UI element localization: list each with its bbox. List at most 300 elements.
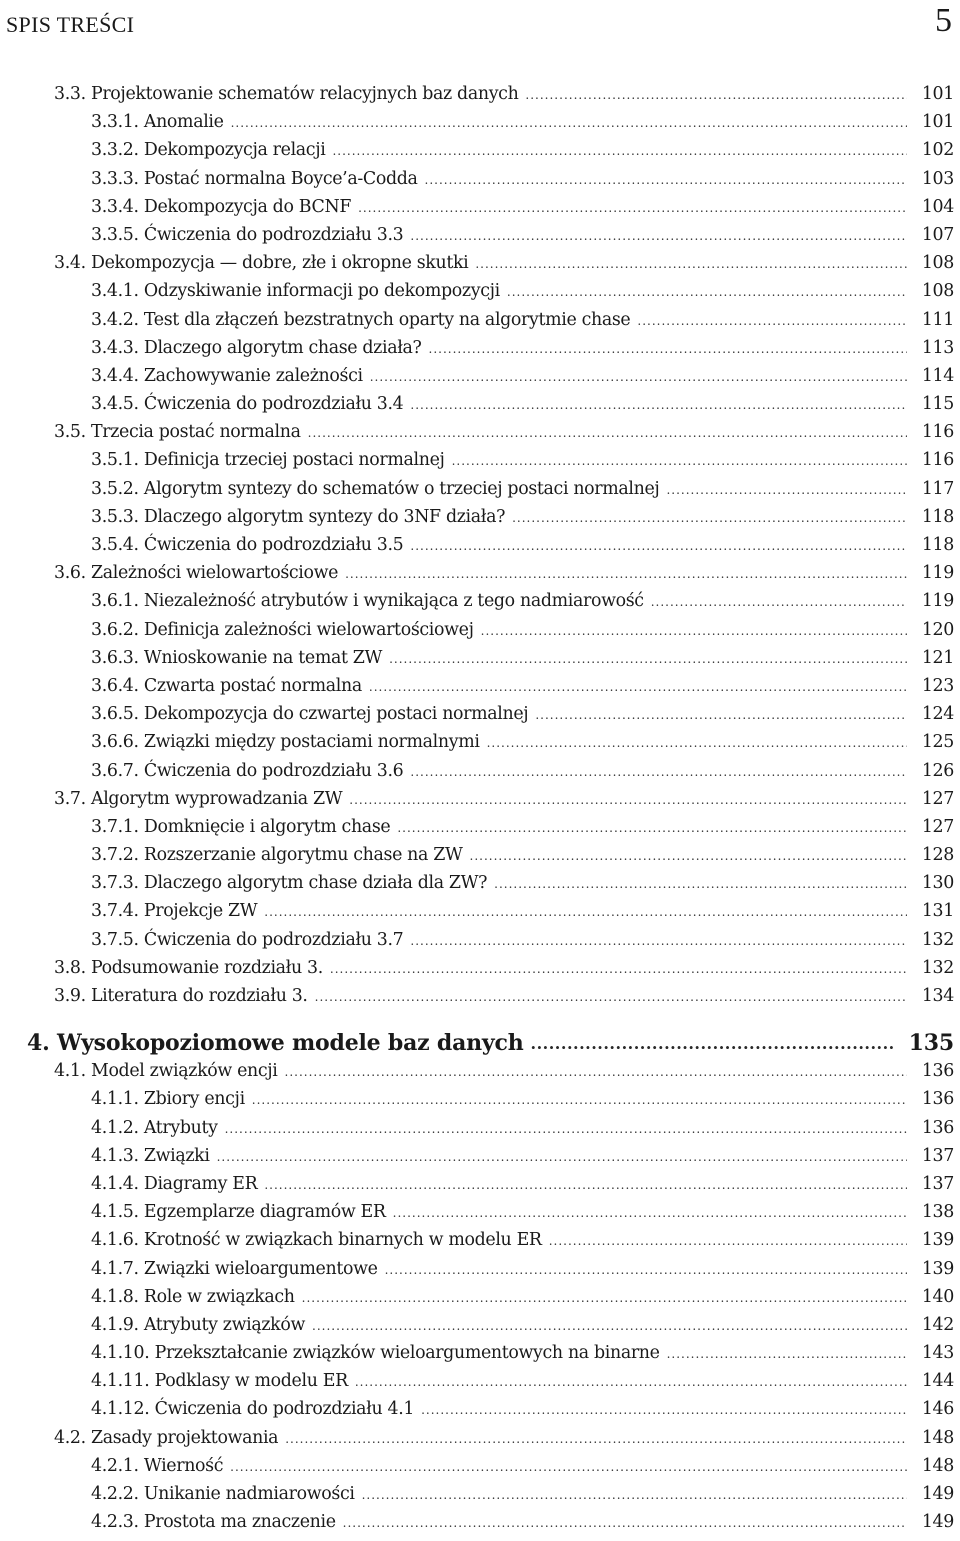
dot-leader bbox=[389, 652, 907, 666]
toc-entry[interactable] bbox=[0, 140, 960, 168]
toc-entry-page: 136 bbox=[921, 1061, 954, 1082]
toc-entry-page: 148 bbox=[921, 1455, 954, 1476]
toc-entry-number: 4.1.8. bbox=[91, 1286, 139, 1307]
toc-entry-page: 132 bbox=[921, 929, 954, 950]
dot-leader bbox=[355, 1375, 907, 1389]
toc-entry-heading bbox=[91, 140, 325, 160]
toc-entry[interactable] bbox=[0, 648, 960, 676]
toc-entry[interactable] bbox=[0, 1371, 960, 1399]
page-number: 5 bbox=[935, 2, 952, 39]
dot-leader bbox=[397, 821, 907, 835]
toc-entry-title: Związki bbox=[143, 1145, 210, 1166]
toc-entry-page: 108 bbox=[921, 281, 954, 302]
toc-entry-page: 140 bbox=[921, 1286, 954, 1307]
toc-entry-heading bbox=[91, 732, 480, 752]
toc-entry[interactable] bbox=[0, 197, 960, 225]
toc-entry-number: 4.1. bbox=[54, 1061, 86, 1082]
toc-entry[interactable] bbox=[0, 1089, 960, 1117]
toc-entry-number: 3.3.3. bbox=[91, 168, 139, 189]
toc-entry[interactable] bbox=[0, 1315, 960, 1343]
toc-entry[interactable] bbox=[0, 169, 960, 197]
toc-entry-number: 4.1.10. bbox=[91, 1343, 150, 1364]
toc-entry-title: Domknięcie i algorytm chase bbox=[143, 816, 391, 837]
toc-entry-heading bbox=[54, 789, 342, 809]
toc-entry-number: 3.4.4. bbox=[91, 365, 139, 386]
toc-entry-title: Czwarta postać normalna bbox=[143, 675, 362, 696]
dot-leader bbox=[666, 483, 907, 497]
toc-entry-title: Odzyskiwanie informacji po dekompozycji bbox=[143, 281, 500, 302]
toc-entry-number: 4.2. bbox=[54, 1427, 86, 1448]
toc-entry-heading bbox=[54, 422, 301, 442]
dot-leader bbox=[285, 1065, 907, 1079]
toc-entry-number: 3.7.3. bbox=[91, 873, 139, 894]
toc-entry-heading bbox=[91, 394, 403, 414]
toc-entry-title: Ćwiczenia do podrozdziału 3.7 bbox=[143, 929, 404, 950]
dot-leader bbox=[429, 342, 907, 356]
toc-entry-number: 4.1.12. bbox=[91, 1399, 150, 1420]
toc-entry-title: Zależności wielowartościowe bbox=[90, 563, 339, 584]
toc-entry-heading bbox=[91, 1089, 245, 1109]
dot-leader bbox=[410, 539, 907, 553]
toc-entry-number: 3.3.2. bbox=[91, 140, 139, 161]
dot-leader bbox=[549, 1234, 907, 1248]
toc-entry-number: 3.7.2. bbox=[91, 845, 139, 866]
toc-entry-page: 132 bbox=[921, 957, 954, 978]
toc-entry[interactable] bbox=[0, 1399, 960, 1427]
toc-entry-title: Postać normalna Boyce’a-Codda bbox=[143, 168, 418, 189]
toc-entry[interactable] bbox=[0, 450, 960, 478]
toc-entry-title: Model związków encji bbox=[90, 1061, 278, 1082]
toc-entry-title: Algorytm syntezy do schematów o trzeciej postaci normalnej bbox=[143, 478, 660, 499]
dot-leader bbox=[393, 1206, 907, 1220]
toc-entry-heading bbox=[91, 479, 659, 499]
toc-entry-heading bbox=[54, 253, 468, 273]
toc-entry-number: 3.4. bbox=[54, 253, 86, 274]
toc-entry[interactable] bbox=[0, 704, 960, 732]
dot-leader bbox=[410, 229, 907, 243]
toc-entry-heading bbox=[91, 676, 362, 696]
toc-entry-heading bbox=[91, 591, 644, 611]
toc-entry-number: 4.1.7. bbox=[91, 1258, 139, 1279]
page-header bbox=[0, 0, 960, 48]
toc-entry-heading bbox=[91, 507, 505, 527]
dot-leader bbox=[410, 398, 907, 412]
dot-leader bbox=[370, 370, 907, 384]
dot-leader bbox=[264, 1178, 907, 1192]
toc-entry-number: 3.5. bbox=[54, 422, 86, 443]
dot-leader bbox=[452, 454, 907, 468]
toc-entry-title: Definicja trzeciej postaci normalnej bbox=[143, 450, 445, 471]
toc-entry-page: 137 bbox=[921, 1173, 954, 1194]
toc-entry-number: 4.1.6. bbox=[91, 1230, 139, 1251]
dot-leader bbox=[315, 990, 907, 1004]
toc-entry-title: Krotność w związkach binarnych w modelu ER bbox=[143, 1230, 542, 1251]
toc-entry-title: Atrybuty bbox=[143, 1117, 218, 1138]
toc-entry-number: 3.6.3. bbox=[91, 647, 139, 668]
toc-entry-number: 3.3.1. bbox=[91, 112, 139, 133]
toc-entry-page: 128 bbox=[921, 845, 954, 866]
toc-entry[interactable] bbox=[0, 1484, 960, 1512]
toc-entry-page: 116 bbox=[921, 450, 954, 471]
toc-entry-number: 3.6.1. bbox=[91, 591, 139, 612]
toc-entry-title: Związki wieloargumentowe bbox=[143, 1258, 378, 1279]
toc-entry-number: 3.4.2. bbox=[91, 309, 139, 330]
toc-entry[interactable] bbox=[0, 1428, 960, 1456]
toc-entry-title: Zachowywanie zależności bbox=[143, 365, 363, 386]
dot-leader bbox=[312, 1319, 907, 1333]
toc-entry-page: 125 bbox=[921, 732, 954, 753]
toc-entry-title: Definicja zależności wielowartościowej bbox=[143, 619, 474, 640]
toc-entry-heading bbox=[54, 986, 308, 1006]
toc-entry-page: 149 bbox=[921, 1512, 954, 1533]
toc-entry-title: Egzemplarze diagramów ER bbox=[143, 1202, 386, 1223]
dot-leader bbox=[410, 765, 907, 779]
toc-entry-heading bbox=[91, 1399, 414, 1419]
toc-entry-page: 127 bbox=[921, 816, 954, 837]
toc-entry-heading bbox=[91, 1371, 348, 1391]
toc-entry-heading bbox=[54, 84, 518, 104]
toc-entry-number: 3.4.1. bbox=[91, 281, 139, 302]
toc-entry[interactable] bbox=[0, 732, 960, 760]
toc-entry-number: 3.3.5. bbox=[91, 224, 139, 245]
toc-entry-title: Ćwiczenia do podrozdziału 3.3 bbox=[143, 224, 404, 245]
toc-entry[interactable] bbox=[0, 84, 960, 112]
toc-entry-page: 111 bbox=[921, 309, 954, 330]
toc-entry-page: 124 bbox=[921, 704, 954, 725]
toc-entry[interactable] bbox=[0, 507, 960, 535]
toc-entry-title: Wierność bbox=[143, 1455, 224, 1476]
dot-leader bbox=[535, 708, 907, 722]
toc-entry[interactable] bbox=[0, 1512, 960, 1540]
toc-entry-page: 101 bbox=[921, 112, 954, 133]
dot-leader bbox=[230, 1460, 907, 1474]
toc-entry-title: Test dla złączeń bezstratnych oparty na algorytmie chase bbox=[143, 309, 631, 330]
dot-leader bbox=[385, 1263, 907, 1277]
toc-entry[interactable] bbox=[0, 310, 960, 338]
toc-entry-title: Unikanie nadmiarowości bbox=[143, 1484, 355, 1504]
toc-entry-page: 115 bbox=[921, 394, 954, 415]
toc-entry-heading bbox=[91, 450, 445, 470]
dot-leader bbox=[349, 793, 907, 807]
running-title: SPIS TREŚCI bbox=[6, 12, 135, 37]
toc-entry-heading bbox=[54, 1061, 278, 1081]
toc-entry-page: 143 bbox=[921, 1343, 954, 1364]
dot-leader bbox=[332, 144, 907, 158]
toc-entry-heading bbox=[91, 1118, 218, 1138]
dot-leader bbox=[470, 849, 908, 863]
toc-entry-number: 4.1.3. bbox=[91, 1145, 139, 1166]
toc-entry-page: 119 bbox=[921, 591, 954, 612]
toc-entry-title: Dekompozycja relacji bbox=[143, 140, 326, 161]
toc-entry-heading bbox=[91, 648, 382, 668]
toc-entry-number: 3.8. bbox=[54, 957, 86, 978]
toc-entry[interactable] bbox=[0, 1287, 960, 1315]
toc-entry-title: Ćwiczenia do podrozdziału 3.6 bbox=[143, 760, 404, 781]
toc-entry-page: 138 bbox=[921, 1202, 954, 1223]
toc-entry-number: 3.6.6. bbox=[91, 732, 139, 753]
toc-entry[interactable] bbox=[0, 338, 960, 366]
toc-entry-page: 108 bbox=[921, 253, 954, 274]
toc-entry-page: 131 bbox=[921, 901, 954, 922]
toc-entry[interactable] bbox=[0, 281, 960, 309]
toc-entry-page: 135 bbox=[908, 1030, 954, 1057]
toc-entry-number: 3.3.4. bbox=[91, 196, 139, 217]
toc-entry-title: Role w związkach bbox=[143, 1286, 295, 1307]
toc-entry[interactable] bbox=[0, 1202, 960, 1230]
toc-entry-title: Trzecia postać normalna bbox=[90, 422, 301, 443]
toc-entry[interactable] bbox=[0, 253, 960, 281]
toc-entry-number: 4.1.4. bbox=[91, 1173, 139, 1194]
toc-entry-title: Podsumowanie rozdziału 3. bbox=[90, 957, 323, 978]
toc-entry-title: Dekompozycja do BCNF bbox=[143, 196, 352, 217]
toc-entry-title: Literatura do rozdziału 3. bbox=[90, 986, 308, 1006]
toc-entry-heading bbox=[91, 1484, 355, 1504]
toc-entry-page: 118 bbox=[921, 506, 954, 527]
toc-entry-page: 120 bbox=[921, 619, 954, 640]
toc-entry-number: 3.5.2. bbox=[91, 478, 139, 499]
dot-leader bbox=[225, 1122, 907, 1136]
toc-entry-number: 3.7.4. bbox=[91, 901, 139, 922]
dot-leader bbox=[494, 877, 907, 891]
toc-entry-page: 118 bbox=[921, 535, 954, 555]
toc-entry-title: Ćwiczenia do podrozdziału 4.1 bbox=[154, 1399, 415, 1420]
toc-entry-heading bbox=[91, 535, 403, 555]
toc-entry-title: Wnioskowanie na temat ZW bbox=[143, 647, 383, 668]
toc-entry-title: Atrybuty związków bbox=[143, 1314, 306, 1335]
toc-entry-number: 3.6.5. bbox=[91, 704, 139, 725]
toc-entry-title: Dekompozycja do czwartej postaci normalnej bbox=[143, 704, 529, 725]
toc-entry-number: 3.7.1. bbox=[91, 816, 139, 837]
toc-entry-heading bbox=[91, 338, 422, 358]
toc-entry[interactable] bbox=[0, 394, 960, 422]
toc-entry[interactable] bbox=[0, 761, 960, 789]
toc-entry-heading bbox=[91, 112, 224, 132]
toc-entry-heading bbox=[91, 1287, 295, 1307]
toc-entry-title: Diagramy ER bbox=[143, 1173, 258, 1194]
toc-entry[interactable] bbox=[0, 591, 960, 619]
toc-entry-page: 114 bbox=[921, 365, 954, 386]
toc-entry-heading bbox=[54, 563, 338, 583]
dot-leader bbox=[369, 680, 907, 694]
table-of-contents bbox=[0, 84, 960, 1540]
toc-entry-number: 4.1.9. bbox=[91, 1314, 139, 1335]
toc-entry-title: Zasady projektowania bbox=[90, 1427, 279, 1448]
toc-entry[interactable] bbox=[0, 1061, 960, 1089]
toc-entry-number: 4.2.1. bbox=[91, 1455, 139, 1476]
toc-entry-heading bbox=[54, 958, 323, 978]
toc-entry-page: 148 bbox=[921, 1427, 954, 1448]
toc-entry-title: Anomalie bbox=[143, 112, 224, 133]
dot-leader bbox=[252, 1093, 907, 1107]
toc-entry[interactable] bbox=[0, 422, 960, 450]
toc-entry[interactable] bbox=[0, 620, 960, 648]
toc-entry[interactable] bbox=[0, 1343, 960, 1371]
toc-chapter-entry[interactable] bbox=[0, 1025, 960, 1061]
toc-entry-heading bbox=[91, 873, 487, 893]
toc-entry-number: 3.4.3. bbox=[91, 337, 139, 358]
toc-entry-number: 3.4.5. bbox=[91, 394, 139, 415]
toc-entry-page: 142 bbox=[921, 1314, 954, 1335]
toc-entry-title: Związki między postaciami normalnymi bbox=[143, 732, 480, 753]
toc-entry-heading bbox=[91, 1456, 223, 1476]
toc-entry[interactable] bbox=[0, 958, 960, 986]
toc-entry-title: Dlaczego algorytm syntezy do 3NF działa? bbox=[143, 506, 506, 527]
toc-entry[interactable] bbox=[0, 789, 960, 817]
toc-entry-heading bbox=[91, 901, 257, 921]
dot-leader bbox=[345, 567, 907, 581]
toc-entry-page: 139 bbox=[921, 1258, 954, 1279]
toc-entry[interactable] bbox=[0, 112, 960, 140]
toc-entry-number: 4.1.2. bbox=[91, 1117, 139, 1138]
toc-entry[interactable] bbox=[0, 873, 960, 901]
toc-entry-page: 119 bbox=[921, 563, 954, 584]
dot-leader bbox=[667, 1347, 907, 1361]
toc-entry-heading bbox=[91, 1259, 378, 1279]
dot-leader bbox=[475, 257, 907, 271]
toc-entry-page: 139 bbox=[921, 1230, 954, 1251]
toc-entry[interactable] bbox=[0, 1230, 960, 1258]
dot-leader bbox=[531, 1034, 895, 1053]
dot-leader bbox=[525, 88, 907, 102]
dot-leader bbox=[343, 1516, 907, 1530]
toc-entry-heading bbox=[54, 1428, 278, 1448]
dot-leader bbox=[231, 116, 907, 130]
dot-leader bbox=[330, 962, 907, 976]
toc-entry[interactable] bbox=[0, 1174, 960, 1202]
dot-leader bbox=[487, 736, 907, 750]
toc-entry-heading bbox=[91, 1315, 305, 1335]
toc-entry-heading bbox=[91, 366, 363, 386]
toc-entry-heading bbox=[91, 761, 403, 781]
toc-entry-title: Ćwiczenia do podrozdziału 3.4 bbox=[143, 394, 404, 415]
toc-entry[interactable] bbox=[0, 901, 960, 929]
toc-entry-number: 3.7.5. bbox=[91, 929, 139, 950]
toc-entry[interactable] bbox=[0, 479, 960, 507]
toc-entry[interactable] bbox=[0, 225, 960, 253]
toc-entry[interactable] bbox=[0, 676, 960, 704]
toc-entry-heading bbox=[91, 704, 528, 724]
toc-entry-number: 3.7. bbox=[54, 788, 86, 809]
toc-entry-number: 3.5.4. bbox=[91, 535, 139, 555]
toc-entry-heading bbox=[91, 930, 403, 950]
toc-entry-heading bbox=[91, 1174, 257, 1194]
toc-entry-title: Projektowanie schematów relacyjnych baz danych bbox=[90, 84, 519, 104]
toc-entry-page: 136 bbox=[921, 1089, 954, 1110]
toc-entry-number: 4.1.11. bbox=[91, 1371, 150, 1392]
toc-entry-number: 3.6.7. bbox=[91, 760, 139, 781]
toc-entry-page: 116 bbox=[921, 422, 954, 443]
toc-entry-number: 3.6. bbox=[54, 563, 86, 584]
toc-entry-title: Rozszerzanie algorytmu chase na ZW bbox=[143, 845, 463, 866]
toc-entry-page: 130 bbox=[921, 873, 954, 894]
dot-leader bbox=[358, 201, 907, 215]
toc-entry[interactable] bbox=[0, 535, 960, 563]
toc-entry[interactable] bbox=[0, 845, 960, 873]
toc-entry[interactable] bbox=[0, 366, 960, 394]
toc-entry-title: Przekształcanie związków wieloargumentowych na binarne bbox=[154, 1343, 660, 1364]
toc-entry-title: Projekcje ZW bbox=[143, 901, 258, 922]
toc-entry-number: 3.9. bbox=[54, 986, 86, 1006]
toc-entry-title: Dlaczego algorytm chase działa dla ZW? bbox=[143, 873, 488, 894]
toc-entry-number: 3.5.3. bbox=[91, 506, 139, 527]
toc-entry-page: 137 bbox=[921, 1145, 954, 1166]
toc-entry[interactable] bbox=[0, 563, 960, 591]
toc-entry-heading bbox=[91, 1512, 336, 1532]
toc-entry-heading bbox=[91, 1146, 210, 1166]
toc-entry-number: 4.2.3. bbox=[91, 1512, 139, 1533]
toc-entry-page: 127 bbox=[921, 788, 954, 809]
toc-entry-heading bbox=[91, 620, 474, 640]
toc-entry-heading bbox=[91, 197, 351, 217]
toc-entry[interactable] bbox=[0, 930, 960, 958]
toc-entry-page: 101 bbox=[921, 84, 954, 104]
toc-entry-number: 3.6.2. bbox=[91, 619, 139, 640]
toc-entry-number: 3.6.4. bbox=[91, 675, 139, 696]
dot-leader bbox=[264, 905, 907, 919]
dot-leader bbox=[481, 624, 907, 638]
toc-entry-page: 121 bbox=[921, 647, 954, 668]
toc-entry[interactable] bbox=[0, 817, 960, 845]
toc-entry-heading bbox=[91, 169, 418, 189]
toc-entry-title: Zbiory encji bbox=[143, 1089, 245, 1110]
toc-entry-page: 102 bbox=[921, 140, 954, 161]
toc-entry-page: 117 bbox=[921, 478, 954, 499]
toc-entry-heading bbox=[91, 845, 463, 865]
dot-leader bbox=[285, 1432, 907, 1446]
dot-leader bbox=[637, 314, 907, 328]
toc-entry-page: 104 bbox=[921, 196, 954, 217]
toc-entry[interactable] bbox=[0, 1146, 960, 1174]
toc-entry-page: 103 bbox=[921, 168, 954, 189]
toc-entry[interactable] bbox=[0, 1259, 960, 1287]
dot-leader bbox=[217, 1150, 907, 1164]
toc-entry-page: 134 bbox=[921, 986, 954, 1006]
dot-leader bbox=[308, 426, 907, 440]
toc-entry-heading bbox=[91, 1230, 542, 1250]
dot-leader bbox=[302, 1291, 907, 1305]
toc-entry-number: 4.2.2. bbox=[91, 1484, 139, 1504]
dot-leader bbox=[651, 595, 907, 609]
toc-entry-page: 113 bbox=[921, 337, 954, 358]
dot-leader bbox=[425, 173, 907, 187]
toc-entry-page: 126 bbox=[921, 760, 954, 781]
toc-entry-page: 149 bbox=[921, 1484, 954, 1504]
dot-leader bbox=[512, 511, 907, 525]
toc-entry-heading bbox=[91, 281, 500, 301]
toc-entry-heading bbox=[91, 817, 390, 837]
toc-entry-heading bbox=[91, 310, 630, 330]
toc-entry-heading bbox=[91, 1202, 386, 1222]
toc-entry-heading bbox=[27, 1030, 524, 1056]
toc-entry[interactable] bbox=[0, 1118, 960, 1146]
toc-entry-title: Prostota ma znaczenie bbox=[143, 1512, 336, 1533]
toc-entry-title: Ćwiczenia do podrozdziału 3.5 bbox=[143, 535, 404, 555]
toc-entry-number: 3.3. bbox=[54, 84, 86, 104]
toc-entry-page: 136 bbox=[921, 1117, 954, 1138]
toc-entry-heading bbox=[91, 225, 403, 245]
toc-entry-number: 4. bbox=[27, 1030, 50, 1057]
dot-leader bbox=[507, 285, 907, 299]
toc-entry-title: Niezależność atrybutów i wynikająca z tego nadmiarowość bbox=[143, 591, 644, 612]
toc-entry[interactable] bbox=[0, 986, 960, 1014]
toc-entry-heading bbox=[91, 1343, 660, 1363]
toc-entry-number: 3.5.1. bbox=[91, 450, 139, 471]
toc-entry-title: Wysokopoziomowe modele baz danych bbox=[57, 1030, 524, 1057]
dot-leader bbox=[410, 934, 907, 948]
toc-entry-title: Dlaczego algorytm chase działa? bbox=[143, 337, 422, 358]
toc-entry[interactable] bbox=[0, 1456, 960, 1484]
toc-entry-page: 107 bbox=[921, 224, 954, 245]
